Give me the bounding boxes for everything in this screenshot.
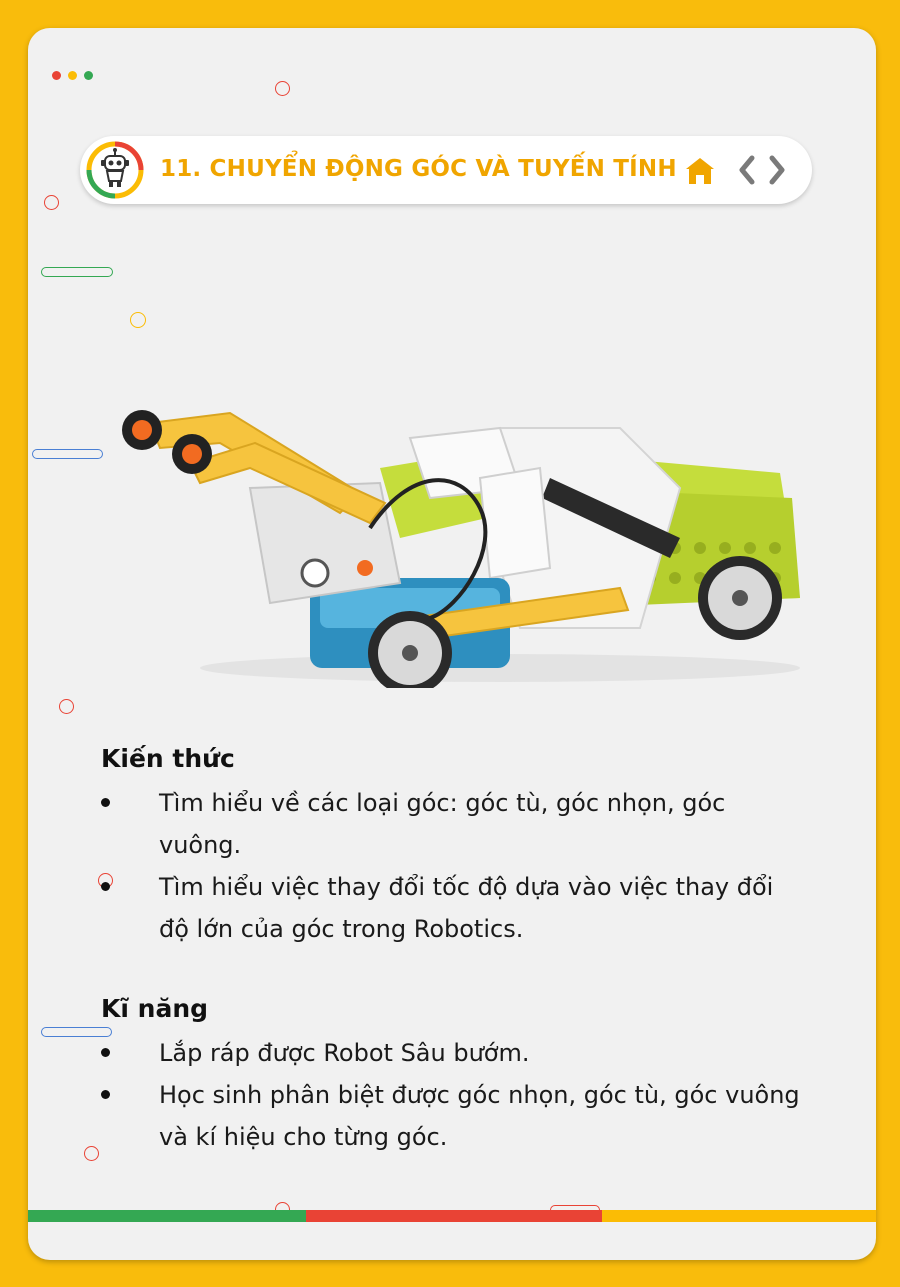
decor-ring xyxy=(84,1146,99,1161)
skills-heading: Kĩ năng xyxy=(101,994,209,1023)
robot-logo-icon xyxy=(86,141,144,199)
home-icon[interactable] xyxy=(684,156,716,186)
list-item: Tìm hiểu việc thay đổi tốc độ dựa vào việc thay đổi độ lớn của góc trong Robotics. xyxy=(101,866,801,950)
window-dots xyxy=(52,71,93,80)
dot-green xyxy=(84,71,93,80)
bar-green xyxy=(28,1210,306,1222)
knowledge-heading: Kiến thức xyxy=(101,744,235,773)
list-item: Tìm hiểu về các loại góc: góc tù, góc nhọn, góc vuông. xyxy=(101,782,801,866)
chevron-right-icon[interactable] xyxy=(766,154,788,186)
lesson-header xyxy=(80,136,812,204)
decor-pill xyxy=(41,267,113,277)
dot-red xyxy=(52,71,61,80)
robot-caterpillar-image xyxy=(80,368,820,688)
list-item: Lắp ráp được Robot Sâu bướm. xyxy=(101,1032,801,1074)
bar-yellow xyxy=(602,1210,876,1222)
decor-ring xyxy=(275,81,290,96)
knowledge-list xyxy=(101,782,801,950)
list-item: Học sinh phân biệt được góc nhọn, góc tù, góc vuông và kí hiệu cho từng góc. xyxy=(101,1074,801,1158)
dot-yellow xyxy=(68,71,77,80)
chevron-left-icon[interactable] xyxy=(736,154,758,186)
page-card xyxy=(28,28,876,1260)
decor-ring xyxy=(59,699,74,714)
lesson-title: 11. CHUYỂN ĐỘNG GÓC VÀ TUYẾN TÍNH xyxy=(160,156,677,182)
bar-red xyxy=(306,1210,602,1222)
decor-ring xyxy=(130,312,146,328)
bottom-color-bar xyxy=(28,1210,876,1222)
skills-list xyxy=(101,1032,801,1158)
decor-ring xyxy=(44,195,59,210)
